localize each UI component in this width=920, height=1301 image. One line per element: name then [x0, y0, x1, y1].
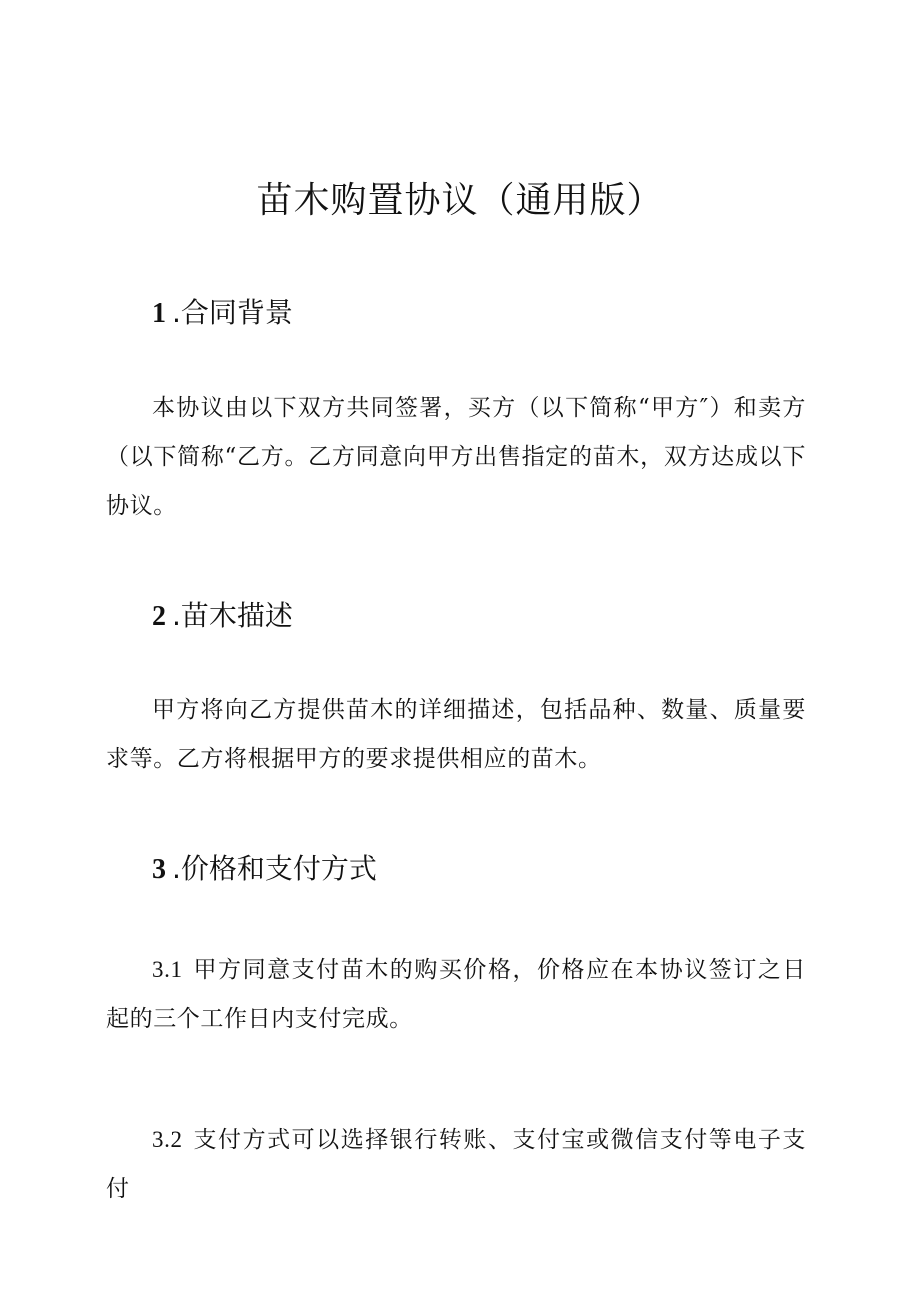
document-title: 苗木购置协议（通用版）	[256, 180, 664, 221]
paragraph-text: 甲方将向乙方提供苗木的详细描述，包括品种、数量、质量要求等。乙方将根据甲方的要求提供相应的苗木。	[106, 697, 806, 772]
clause-number: 3.2	[152, 1127, 183, 1152]
clause-number: 3.1	[152, 957, 183, 982]
section-title: .价格和支付方式	[172, 852, 377, 885]
section-heading-2	[152, 596, 293, 637]
section-number: 1	[152, 298, 166, 329]
clause-3-1	[106, 945, 806, 1044]
clause-3-2	[106, 1115, 806, 1214]
section-1-paragraph	[106, 384, 806, 531]
section-heading-3	[152, 849, 377, 890]
section-title: .苗木描述	[172, 599, 293, 632]
section-title: .合同背景	[172, 296, 293, 329]
section-number: 3	[152, 854, 166, 885]
clause-text: 甲方同意支付苗木的购买价格，价格应在本协议签订之日起的三个工作日内支付完成。	[106, 957, 806, 1032]
section-number: 2	[152, 601, 166, 632]
section-heading-1	[152, 293, 293, 334]
clause-text: 支付方式可以选择银行转账、支付宝或微信支付等电子支付	[106, 1127, 806, 1202]
section-2-paragraph	[106, 686, 806, 784]
paragraph-text: 本协议由以下双方共同签署，买方（以下简称“甲方″）和卖方（以下简称“乙方。乙方同意向甲方出售指定的苗木，双方达成以下协议。	[106, 395, 806, 519]
